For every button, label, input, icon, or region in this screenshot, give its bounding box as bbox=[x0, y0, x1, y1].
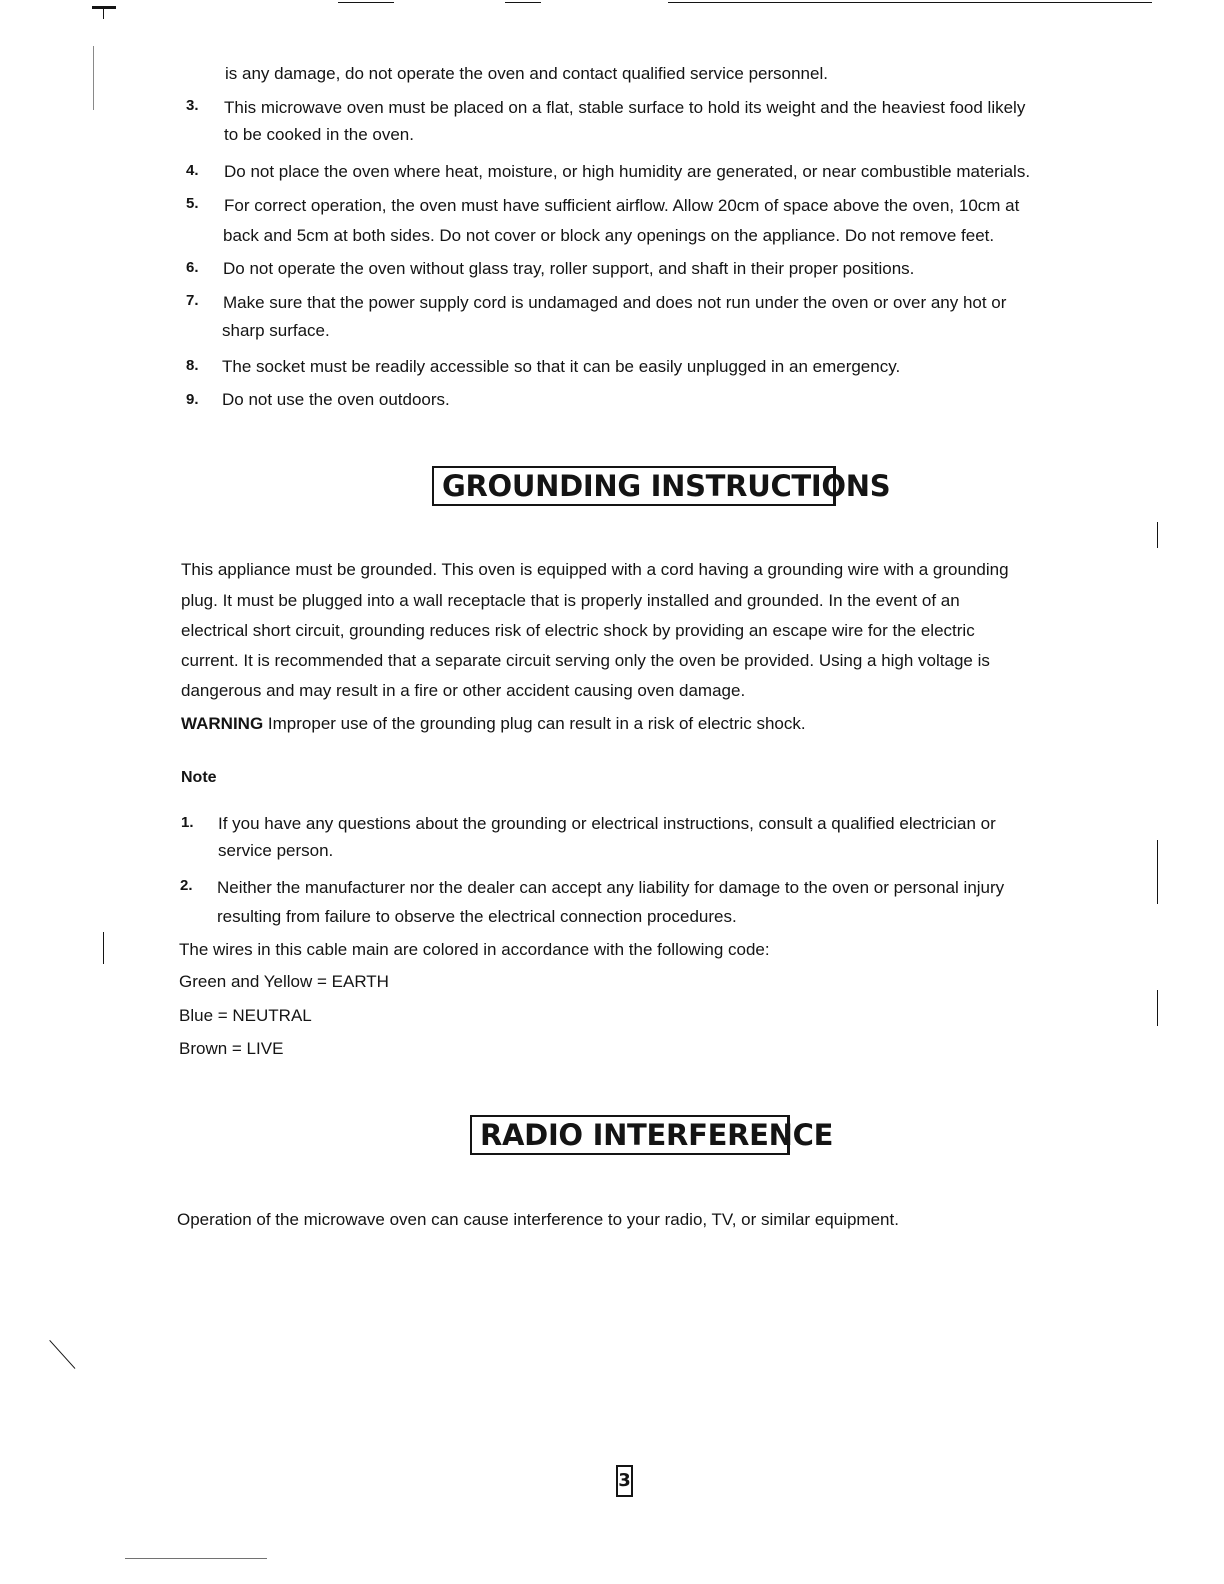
note-label: Note bbox=[181, 769, 217, 786]
radio-heading: RADIO INTERFERENCE bbox=[470, 1115, 790, 1155]
list-item-line: For correct operation, the oven must have sufficient airflow. Allow 20cm of space above the oven, 10cm at bbox=[224, 196, 1020, 215]
scan-artifact bbox=[103, 932, 104, 964]
list-item-line: Do not place the oven where heat, moisture, or high humidity are generated, or near combustible materials. bbox=[224, 162, 1031, 181]
list-item-number: 5. bbox=[186, 195, 199, 212]
note-item-line: Neither the manufacturer nor the dealer can accept any liability for damage to the oven or personal injury bbox=[217, 878, 1005, 897]
scan-artifact bbox=[1157, 840, 1158, 904]
warning-text: Improper use of the grounding plug can result in a risk of electric shock. bbox=[267, 714, 806, 733]
warning-label: WARNING bbox=[181, 714, 264, 733]
list-item-number: 9. bbox=[186, 391, 199, 408]
list-item-line: back and 5cm at both sides. Do not cover or block any openings on the appliance. Do not remove feet. bbox=[223, 226, 995, 245]
paragraph-line: plug. It must be plugged into a wall receptacle that is properly installed and grounded. In the event of an bbox=[181, 591, 960, 610]
note-item-number: 1. bbox=[181, 814, 194, 831]
wire-intro: The wires in this cable main are colored in accordance with the following code: bbox=[179, 940, 770, 959]
list-item-line: Do not use the oven outdoors. bbox=[222, 390, 450, 409]
wire-code-neutral: Blue = NEUTRAL bbox=[179, 1006, 312, 1025]
wire-code-earth: Green and Yellow = EARTH bbox=[179, 972, 389, 991]
warning-line bbox=[181, 714, 806, 734]
scan-artifact bbox=[49, 1340, 75, 1369]
paragraph-line: This appliance must be grounded. This oven is equipped with a cord having a grounding wire with a grounding bbox=[181, 560, 1009, 579]
scan-artifact bbox=[668, 2, 1152, 3]
paragraph-line: current. It is recommended that a separate circuit serving only the oven be provided. Using a high voltage is bbox=[181, 651, 990, 670]
scan-artifact bbox=[92, 6, 116, 9]
list-continuation: is any damage, do not operate the oven and contact qualified service personnel. bbox=[225, 64, 828, 83]
note-item-line: service person. bbox=[218, 841, 334, 860]
list-item-line: Make sure that the power supply cord is undamaged and does not run under the oven or over any hot or bbox=[223, 293, 1007, 312]
list-item-number: 8. bbox=[186, 357, 199, 374]
scan-artifact bbox=[505, 2, 541, 3]
wire-code-live: Brown = LIVE bbox=[179, 1039, 284, 1058]
radio-text: Operation of the microwave oven can cause interference to your radio, TV, or similar equipment. bbox=[177, 1210, 899, 1229]
scan-artifact bbox=[1157, 522, 1158, 548]
scan-artifact bbox=[1157, 990, 1158, 1026]
list-item-number: 6. bbox=[186, 259, 199, 276]
note-item-line: If you have any questions about the grounding or electrical instructions, consult a qualified electrician or bbox=[218, 814, 996, 833]
list-item-line: sharp surface. bbox=[222, 321, 330, 340]
scan-artifact bbox=[93, 46, 94, 110]
page-number: 3 bbox=[616, 1465, 633, 1497]
paragraph-line: electrical short circuit, grounding reduces risk of electric shock by providing an escape wire for the electric bbox=[181, 621, 975, 640]
paragraph-line: dangerous and may result in a fire or other accident causing oven damage. bbox=[181, 681, 746, 700]
list-item-line: to be cooked in the oven. bbox=[224, 125, 414, 144]
list-item-line: The socket must be readily accessible so that it can be easily unplugged in an emergency. bbox=[222, 357, 901, 376]
scan-artifact bbox=[125, 1558, 267, 1559]
list-item-number: 4. bbox=[186, 162, 199, 179]
list-item-number: 7. bbox=[186, 292, 199, 309]
scan-artifact bbox=[103, 9, 104, 19]
scan-artifact bbox=[338, 2, 394, 3]
list-item-line: This microwave oven must be placed on a flat, stable surface to hold its weight and the heaviest food likely bbox=[224, 98, 1026, 117]
list-item-line: Do not operate the oven without glass tray, roller support, and shaft in their proper positions. bbox=[223, 259, 915, 278]
note-item-line: resulting from failure to observe the electrical connection procedures. bbox=[217, 907, 737, 926]
grounding-heading: GROUNDING INSTRUCTIONS bbox=[432, 466, 836, 506]
note-item-number: 2. bbox=[180, 877, 193, 894]
list-item-number: 3. bbox=[186, 97, 199, 114]
